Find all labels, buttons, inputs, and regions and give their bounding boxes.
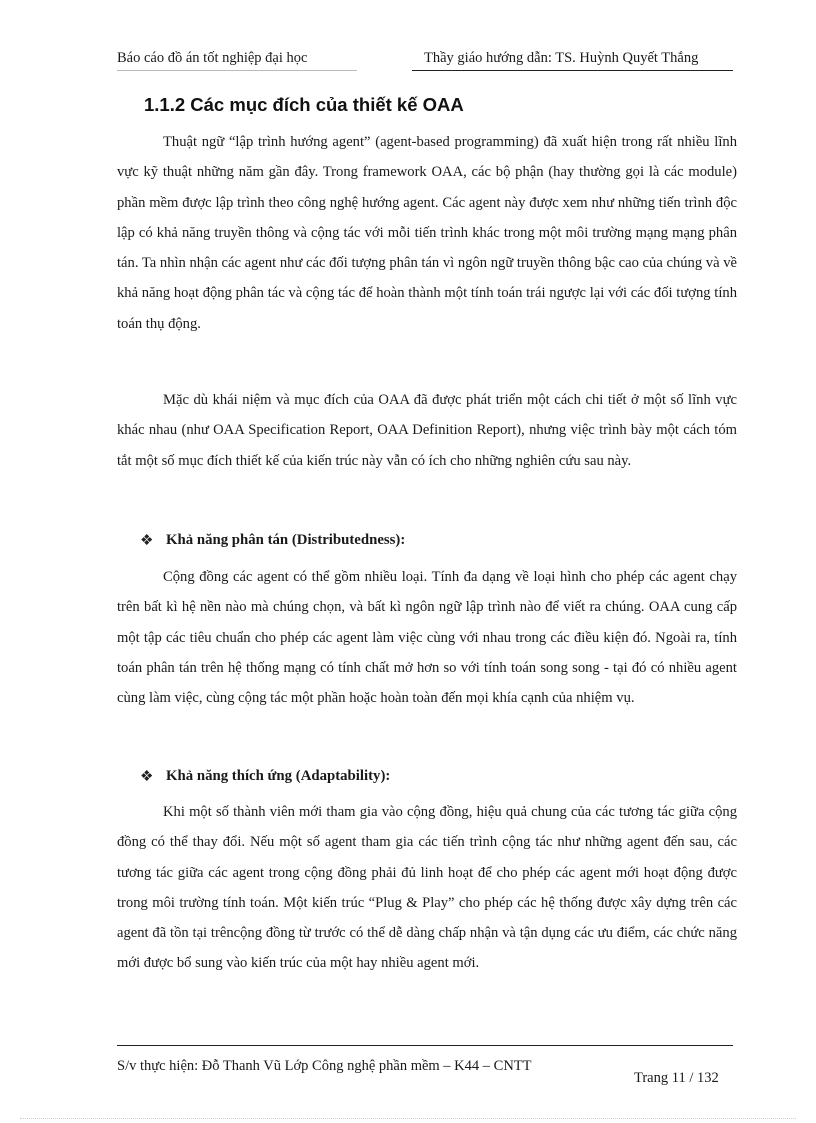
paragraph-summary-text: Mặc dù khái niệm và mục đích của OAA đã được phát triển một cách chi tiết ở một số lĩnh vực khác nhau (như OAA Specification Report, OAA Definition Report), nhưng việc trình bày một cách tóm tắt một số mục đích thiết kế của kiến trúc này vẫn có ích cho những nghiên cứu sau này. (117, 392, 737, 469)
bullet-distributedness-label: Khả năng phân tán (Distributedness): (166, 532, 406, 548)
header-rule-right (412, 70, 733, 71)
footer-page-number: Trang 11 / 132 (634, 1070, 719, 1086)
paragraph-adaptability (117, 797, 737, 979)
header-supervisor: Thầy giáo hướng dẫn: TS. Huỳnh Quyết Thắng (424, 50, 699, 66)
paragraph-summary (117, 385, 737, 476)
footer-author: S/v thực hiện: Đỗ Thanh Vũ Lớp Công nghệ phần mềm – K44 – CNTT (117, 1058, 532, 1074)
diamond-bullet-icon: ❖ (140, 533, 154, 549)
bullet-adaptability (140, 767, 390, 786)
paragraph-intro (117, 127, 737, 339)
header-report-title: Báo cáo đồ án tốt nghiệp đại học (117, 50, 308, 66)
diamond-bullet-icon: ❖ (140, 769, 154, 785)
bullet-distributedness (140, 531, 405, 550)
bullet-adaptability-label: Khả năng thích ứng (Adaptability): (166, 768, 391, 784)
header-rule-left (117, 70, 357, 71)
page-bottom-edge (20, 1118, 796, 1119)
paragraph-distributedness-text: Cộng đồng các agent có thể gồm nhiều loại. Tính đa dạng về loại hình cho phép các agent chạy trên bất kì hệ nền nào mà chúng chọn, và bất kì ngôn ngữ lập trình nào để viết ra chúng. OAA cung cấp một tập các tiêu chuẩn cho phép các agent làm việc cùng với nhau trong các điều kiện đó. Ngoài ra, tính toán phân tán trên hệ thống mạng có tính chất mở hơn so với tính toán song song - tại đó có nhiều agent cùng làm việc, cùng cộng tác một phần hoặc hoàn toàn đến mọi khía cạnh của nhiệm vụ. (117, 569, 737, 707)
section-title: 1.1.2 Các mục đích của thiết kế OAA (144, 94, 464, 115)
footer-rule (117, 1045, 733, 1046)
paragraph-adaptability-text: Khi một số thành viên mới tham gia vào cộng đồng, hiệu quả chung của các tương tác giữa cộng đồng có thể thay đổi. Nếu một số agent tham gia các tiến trình cộng tác như những agent đến sau, các tương tác giữa các agent trong cộng đồng phải đủ linh hoạt để cho phép các agent mới hoạt động được trong môi trường tính toán. Một kiến trúc “Plug & Play” cho phép các hệ thống được xây dựng trên các agent đã tồn tại trêncộng đồng từ trước có thể dễ dàng chấp nhận và tận dụng các ưu điểm, các chức năng mới được bổ sung vào kiến trúc của một hay nhiều agent mới. (117, 804, 737, 972)
paragraph-intro-text: Thuật ngữ “lập trình hướng agent” (agent-based programming) đã xuất hiện trong rất nhiều lĩnh vực kỹ thuật những năm gần đây. Trong framework OAA, các bộ phận (hay thường gọi là các module) phần mềm được lập trình theo công nghệ hướng agent. Các agent này được xem như những tiến trình độc lập có khả năng truyền thông và cộng tác với mỗi tiến trình khác trong một môi trường mạng mạng phân tán. Ta nhìn nhận các agent như các đối tượng phân tán vì ngôn ngữ truyền thông bậc cao của chúng và về khả năng hoạt động phân tác và cộng tác để hoàn thành một tính toán trái ngược lại với các đối tượng tính toán thụ động. (117, 134, 737, 332)
paragraph-distributedness (117, 562, 737, 713)
